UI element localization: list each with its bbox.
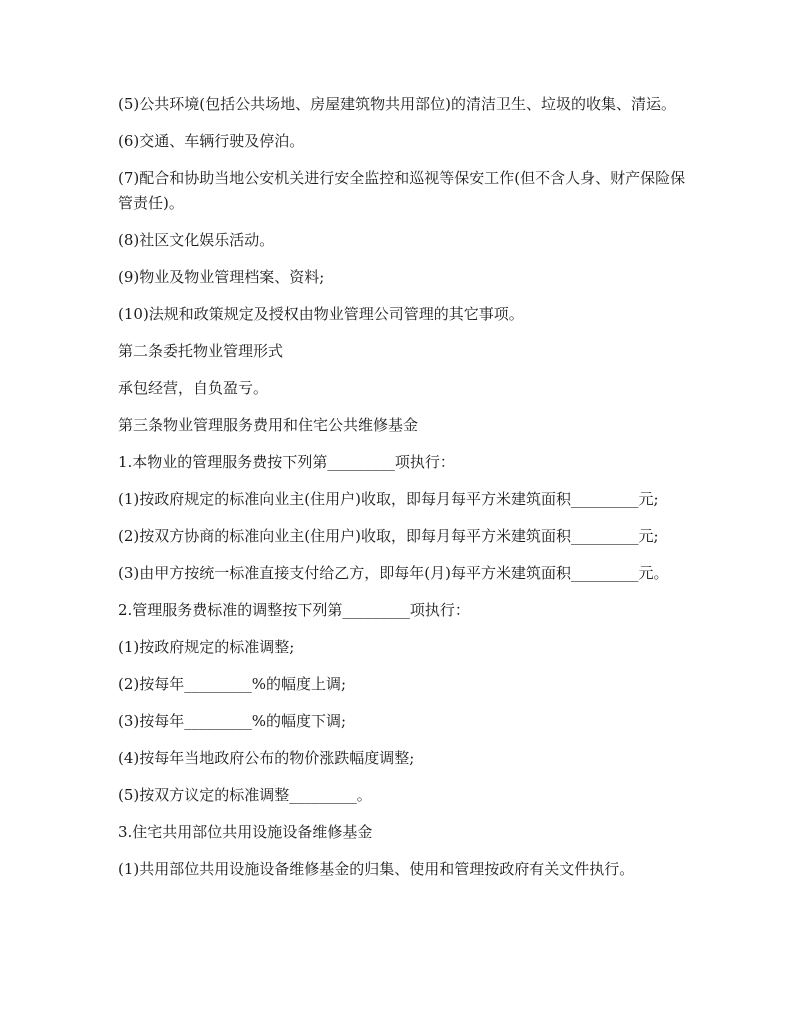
paragraph-adjust-agreed: (5)按双方议定的标准调整_________。: [118, 786, 372, 804]
paragraph-fee-party-a: (3)由甲方按统一标准直接支付给乙方，即每年(月)每平方米建筑面积_________元。: [118, 564, 669, 582]
paragraph-fee-option: 1.本物业的管理服务费按下列第_________项执行：: [118, 453, 455, 471]
paragraph-security: (7)配合和协助当地公安机关进行安全监控和巡视等保安工作(但不含人身、财产保险保管责任)。: [118, 169, 686, 212]
heading-article-2: 第二条委托物业管理形式: [118, 342, 284, 360]
paragraph-adjust-down: (3)按每年_________%的幅度下调;: [118, 712, 347, 730]
paragraph-archives: (9)物业及物业管理档案、资料;: [118, 268, 325, 286]
paragraph-traffic: (6)交通、车辆行驶及停泊。: [118, 132, 305, 150]
paragraph-community-culture: (8)社区文化娱乐活动。: [118, 231, 275, 249]
paragraph-fee-negotiated: (2)按双方协商的标准向业主(住用户)收取，即每月每平方米建筑面积_________元;: [118, 527, 659, 545]
heading-maintenance-fund: 3.住宅共用部位共用设施设备维修基金: [118, 823, 373, 841]
paragraph-public-environment: (5)公共环境(包括公共场地、房屋建筑物共用部位)的清洁卫生、垃圾的收集、清运。: [118, 95, 676, 113]
paragraph-adjust-up: (2)按每年_________%的幅度上调;: [118, 675, 347, 693]
heading-article-3: 第三条物业管理服务费用和住宅公共维修基金: [118, 416, 419, 434]
paragraph-adjust-government: (1)按政府规定的标准调整;: [118, 638, 295, 656]
document-page: [118, 92, 698, 894]
paragraph-other-matters: (10)法规和政策规定及授权由物业管理公司管理的其它事项。: [118, 305, 524, 323]
paragraph-maintenance-fund-rules: (1)共用部位共用设施设备维修基金的归集、使用和管理按政府有关文件执行。: [118, 860, 635, 878]
paragraph-fee-government: (1)按政府规定的标准向业主(住用户)收取，即每月每平方米建筑面积_________元;: [118, 490, 659, 508]
paragraph-fee-adjustment: 2.管理服务费标准的调整按下列第_________项执行：: [118, 601, 470, 619]
paragraph-adjust-price-index: (4)按每年当地政府公布的物价涨跌幅度调整;: [118, 749, 415, 767]
paragraph-contract-mode: 承包经营，自负盈亏。: [118, 379, 269, 397]
